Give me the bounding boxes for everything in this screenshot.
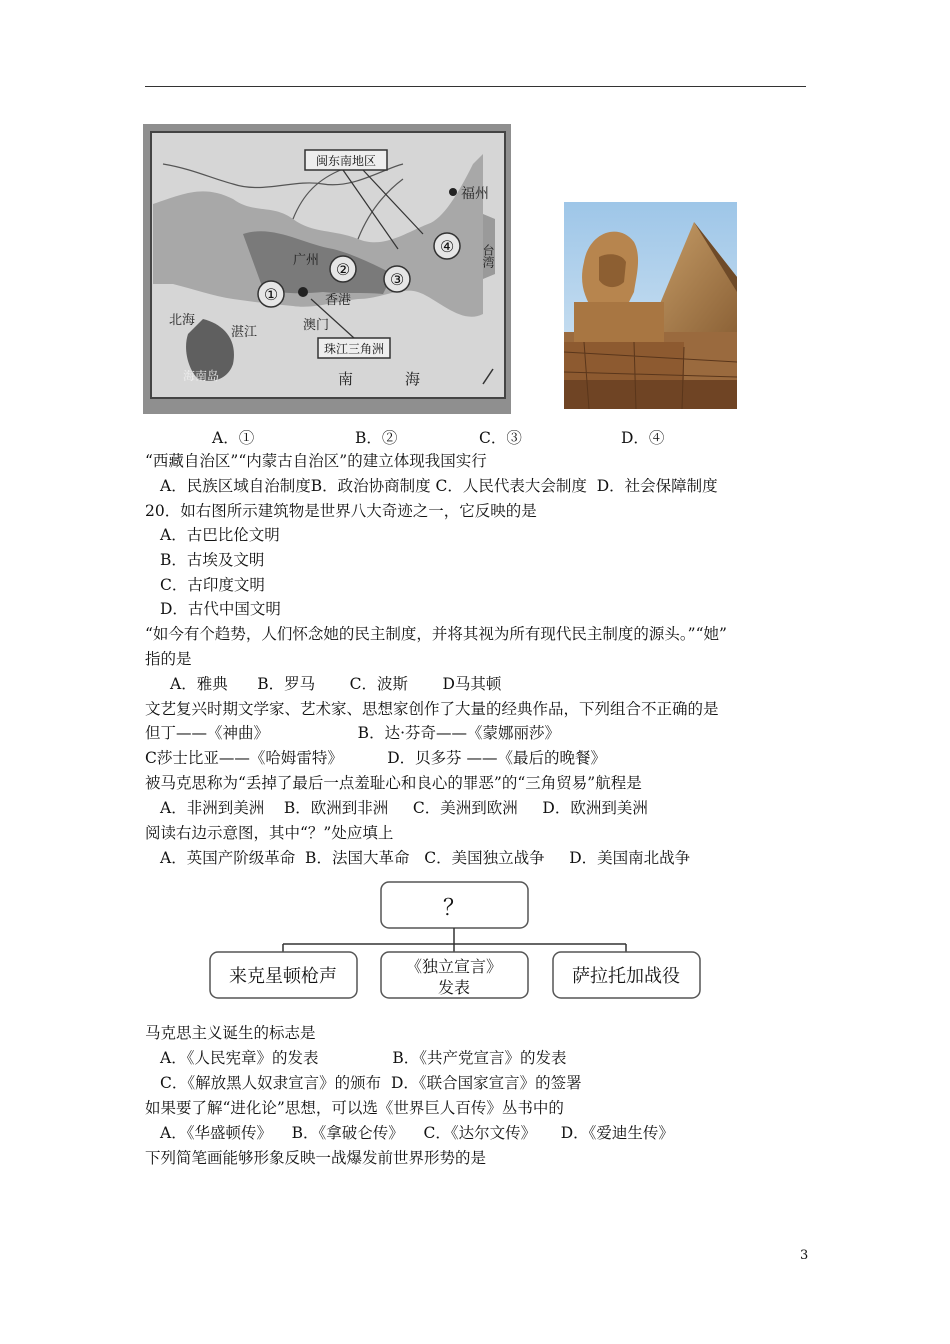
diagram-declaration-2: 发表 (437, 978, 471, 997)
label-sea-2: 海 (405, 370, 421, 388)
map-mark-1: ① (263, 285, 279, 304)
map-mark-2: ② (335, 260, 351, 279)
map-mark-4: ④ (439, 237, 455, 256)
map-option-d: D．④ (621, 429, 665, 447)
label-taiwan: 台湾 (481, 244, 495, 268)
q-trade-options: A．非洲到美洲 B．欧洲到非洲 C．美洲到欧洲 D．欧洲到美洲 (160, 799, 648, 817)
diagram-declaration-1: 《独立宣言》 (405, 957, 503, 976)
q-marxism-line-2: C．《解放黑人奴隶宣言》的颁布 D．《联合国家宣言》的签署 (160, 1074, 582, 1092)
q-wwi-stem: 下列简笔画能够形象反映一战爆发前世界形势的是 (145, 1149, 487, 1167)
label-southeast-fujian: 闽东南地区 (315, 154, 377, 168)
page-number: 3 (800, 1248, 809, 1263)
diagram-saratoga: 萨拉托加战役 (572, 966, 680, 987)
q-autonomy-options: A．民族区域自治制度B．政治协商制度 C．人民代表大会制度 D．社会保障制度 (160, 477, 718, 495)
header-rule (145, 86, 806, 87)
q-marxism-stem: 马克思主义诞生的标志是 (145, 1024, 316, 1042)
q-evolution-stem: 如果要了解“进化论”思想，可以选《世界巨人百传》丛书中的 (145, 1099, 564, 1117)
label-zhanjiang: 湛江 (231, 325, 258, 340)
q-autonomy-stem: “西藏自治区”“内蒙古自治区”的建立体现我国实行 (145, 452, 487, 470)
label-macau: 澳门 (303, 318, 330, 333)
label-sea-1: 南 (338, 370, 354, 388)
q20-option-d: D．古代中国文明 (160, 600, 281, 618)
map-mark-3: ③ (389, 270, 405, 289)
q-trade-stem: 被马克思称为“丢掉了最后一点羞耻心和良心的罪恶”的“三角贸易”航程是 (145, 774, 642, 792)
q20-option-b: B．古埃及文明 (160, 551, 265, 569)
label-guangzhou: 广州 (293, 253, 320, 268)
q20-option-c: C．古印度文明 (160, 576, 265, 594)
label-hongkong: 香港 (325, 293, 352, 308)
map-option-c: C．③ (479, 429, 522, 447)
south-china-map (143, 124, 511, 414)
q-marxism-line-1: A．《人民宪章》的发表 B．《共产党宣言》的发表 (160, 1049, 567, 1067)
diagram-lexington: 来克星顿枪声 (229, 966, 337, 987)
q-evolution-options: A．《华盛顿传》 B．《拿破仑传》 C．《达尔文传》 D．《爱迪生传》 (160, 1124, 674, 1142)
q-democracy-stem-2: 指的是 (145, 650, 192, 668)
q-democracy-options: A．雅典 B．罗马 C．波斯 D马其顿 (170, 675, 502, 693)
label-beihai: 北海 (169, 313, 196, 328)
q-diagram-options: A．英国产阶级革命 B．法国大革命 C．美国独立战争 D．美国南北战争 (160, 849, 691, 867)
sphinx-pyramid-photo (564, 202, 737, 409)
q-democracy-stem-1: “如今有个趋势，人们怀念她的民主制度，并将其视为所有现代民主制度的源头。”“她” (145, 625, 727, 643)
revolution-diagram (205, 880, 705, 1002)
q-diagram-stem: 阅读右边示意图，其中“？”处应填上 (145, 824, 394, 842)
label-prd: 珠江三角洲 (323, 342, 385, 356)
q-renaissance-line-2: C莎士比亚——《哈姆雷特》 D．贝多芬 ——《最后的晚餐》 (145, 749, 607, 767)
q-renaissance-line-1: 但丁——《神曲》 B．达·芬奇——《蒙娜丽莎》 (145, 724, 561, 742)
q20-option-a: A．古巴比伦文明 (160, 526, 280, 544)
diagram-question-mark: ？ (442, 896, 466, 921)
label-fuzhou: 福州 (461, 186, 489, 202)
map-option-a: A．① (212, 429, 255, 447)
q20-stem: 20．如右图所示建筑物是世界八大奇迹之一，它反映的是 (145, 502, 537, 520)
label-hainan: 海南岛 (183, 369, 220, 383)
q-renaissance-stem: 文艺复兴时期文学家、艺术家、思想家创作了大量的经典作品，下列组合不正确的是 (145, 700, 719, 718)
map-option-b: B．② (355, 429, 398, 447)
